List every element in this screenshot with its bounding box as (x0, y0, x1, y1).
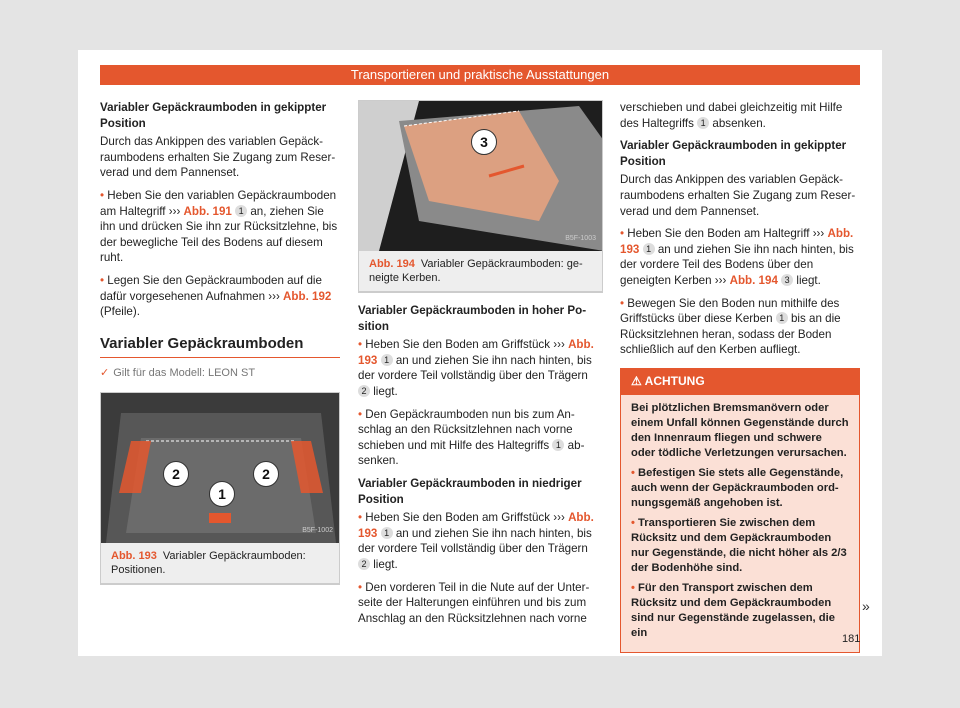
figure-code: B5F-1003 (565, 235, 596, 243)
figure-link[interactable]: Abb. 193 (358, 338, 594, 367)
bullet-item: • Heben Sie den Boden am Griffstück ››› Abb. 193 1 an und ziehen Sie ihn nach hinten, bis der vordere Teil vollständig über den Trägern 2 liegt. (358, 511, 594, 571)
heading-low-position: Variabler Gepäckraumboden in niedriger Position (358, 476, 582, 506)
figure-link[interactable]: Abb. 192 (283, 289, 332, 303)
warning-body: Bei plötzlichen Bremsmanövern oder einem Unfall können Gegenstände durch den Innenraum fliegen und schwere oder tödliche Verletzungen verursachen. • Befestigen Sie stets alle Gegenstände, auch wenn der Gepäckraumboden ordnungsgemäß angehoben ist. • Transportieren Sie zwischen dem Rücksitz und dem Gepäckraumboden nur Gegenstände, die nicht höher als 2/3 der Bodenhöhe sind. • Für den Transport zwischen dem Rücksitz und dem Gepäckraumboden sind nur Gegenstände zugelassen, die ein (631, 401, 849, 639)
column-2 (358, 100, 603, 633)
heading-high-position: Variabler Gepäckraumboden in hoher Position (358, 304, 587, 333)
bullet-item: • Den vorderen Teil in die Nute auf der Unterseite der Halterungen einführen und bis zum Anschlag an den Rücksitzlehnen nach vorne (358, 580, 590, 625)
section-title: Variabler Gepäckraumboden (100, 334, 304, 352)
warning-header: ⚠ ACHTUNG (621, 369, 859, 395)
section-divider (100, 357, 340, 358)
bullet-item: • Heben Sie den Boden am Haltegriff ››› Abb. 193 1 an und ziehen Sie ihn nach hinten, bis der vordere Teil des Bodens über den geneigten Kerben ››› Abb. 194 3 liegt. (620, 227, 854, 287)
bullet-item: • Den Gepäckraumboden nun bis zum Anschlag an den Rücksitzlehnen nach vorne schieben und mit Hilfe des Haltegriffs 1 absenken. (358, 407, 585, 468)
heading-tilted-position: Variabler Gepäckraumboden in gekippter Position (620, 139, 847, 168)
bullet-item: • Legen Sie den Gepäckraumboden auf die dafür vorgesehenen Aufnahmen ››› Abb. 192 (Pfeile). (100, 273, 332, 319)
figure-link[interactable]: Abb. 194 (729, 273, 778, 287)
warning-box (620, 368, 860, 653)
callout-2-right: 2 (253, 461, 279, 487)
figure-193 (100, 392, 340, 585)
figure-image (359, 101, 602, 251)
paragraph: verschieben und dabei gleichzeitig mit Hilfe des Haltegriffs 1 absenken. (620, 101, 843, 130)
figure-caption: Abb. 194 Variabler Gepäckraumboden: geneigte Kerben. (359, 251, 602, 292)
continued-marker: » (862, 598, 870, 614)
figure-image (101, 393, 339, 543)
notch-illustration (359, 101, 602, 251)
page-header: Transportieren und praktische Ausstattungen (100, 65, 860, 85)
bullet-item: • Heben Sie den Boden am Griffstück ››› Abb. 193 1 an und ziehen Sie ihn nach hinten, bis der vordere Teil vollständig über den Trägern 2 liegt. (358, 338, 594, 398)
paragraph: Durch das Ankippen des variablen Gepäckraumbodens erhalten Sie Zugang zum Reserverad und dem Pannenset. (100, 135, 336, 180)
heading-tilted-position: Variabler Gepäckraumboden in gekippter Position (100, 101, 327, 130)
check-icon: ✓ (100, 367, 110, 380)
figure-link[interactable]: Abb. 191 (183, 204, 232, 218)
paragraph: Durch das Ankippen des variablen Gepäckraumbodens erhalten Sie Zugang zum Reserverad und dem Pannenset. (620, 173, 856, 218)
figure-link[interactable]: Abb. 193 (358, 511, 594, 540)
column-3 (620, 100, 860, 653)
applies-to: ✓ Gilt für das Modell: LEON ST (100, 367, 256, 380)
figure-code: B5F-1002 (302, 527, 333, 535)
figure-194 (358, 100, 603, 293)
callout-3: 3 (471, 129, 497, 155)
column-1 (100, 100, 340, 585)
bullet-item: • Heben Sie den variablen Gepäckraumboden am Haltegriff ››› Abb. 191 1 an, ziehen Sie ihn und drücken Sie ihn zur Rücksitzlehne, bis der bewegliche Teil des Bodens auf diesem ruht. (100, 188, 338, 265)
figure-link[interactable]: Abb. 193 (620, 227, 854, 256)
trunk-illustration (101, 393, 339, 543)
callout-2-left: 2 (163, 461, 189, 487)
callout-ref: 1 (235, 205, 247, 217)
page-number: 181 (842, 633, 861, 645)
warning-icon: ⚠ (631, 373, 645, 388)
bullet-item: • Bewegen Sie den Boden nun mithilfe des Griffstücks über diese Kerben 1 bis an die Rücksitzlehnen heran, sodass der Boden schließlich auf den Kerben aufliegt. (620, 296, 841, 357)
callout-1: 1 (209, 481, 235, 507)
figure-caption: Abb. 193 Variabler Gepäckraumboden: Positionen. (101, 543, 339, 584)
